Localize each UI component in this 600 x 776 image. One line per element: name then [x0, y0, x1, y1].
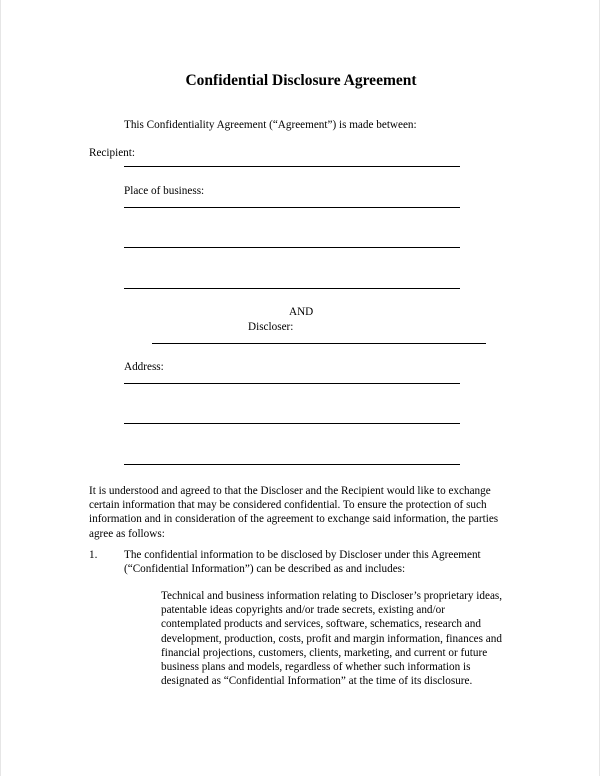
clause-1-detail-line: designated as “Confidential Information” at the time of its disclosure.	[161, 675, 473, 688]
address-line-3[interactable]	[124, 464, 460, 465]
clause-1-detail-line: patentable ideas copyrights and/or trade secrets, existing and/or	[161, 604, 445, 617]
place-of-business-line-2[interactable]	[124, 247, 460, 248]
address-label: Address:	[124, 361, 164, 373]
address-line-2[interactable]	[124, 423, 460, 424]
clause-1-detail-line: financial projections, customers, clients, marketing, and current or future	[161, 646, 488, 659]
clause-1-detail-paragraph	[161, 589, 502, 688]
discloser-label: Discloser:	[248, 321, 294, 333]
clause-1-line: (“Confidential Information”) can be described as and includes:	[124, 563, 406, 576]
document-title: Confidential Disclosure Agreement	[185, 72, 417, 89]
clause-1-line: The confidential information to be disclosed by Discloser under this Agreement	[124, 549, 481, 561]
place-of-business-label: Place of business:	[124, 185, 205, 197]
understanding-line: It is understood and agreed to that the Discloser and the Recipient would like to exchange	[89, 485, 491, 497]
intro-text: This Confidentiality Agreement (“Agreement”) is made between:	[124, 119, 417, 131]
and-label: AND	[289, 306, 314, 318]
clause-1-detail-line: development, production, costs, profit and margin information, finances and	[161, 632, 502, 645]
address-line-1[interactable]	[124, 383, 460, 384]
place-of-business-line-1[interactable]	[124, 207, 460, 208]
clause-1-detail-line: Technical and business information relating to Discloser’s proprietary ideas,	[161, 590, 503, 602]
understanding-line: information and in consideration of the agreement to exchange said information, the parties	[89, 513, 499, 526]
clause-1-number: 1.	[89, 549, 98, 561]
clause-1-text	[124, 548, 481, 576]
understanding-line: certain information that may be considered confidential. To ensure the protection of such	[89, 499, 487, 512]
recipient-label: Recipient:	[89, 147, 135, 159]
recipient-name-line[interactable]	[124, 166, 460, 167]
clause-1-detail-line: business plans and models, regardless of whether such information is	[161, 661, 471, 674]
understanding-paragraph	[89, 484, 498, 541]
place-of-business-line-3[interactable]	[124, 288, 460, 289]
discloser-name-line[interactable]	[152, 343, 486, 344]
understanding-line: agree as follows:	[89, 527, 165, 540]
clause-1-detail-line: contemplated products and services, software, schematics, research and	[161, 618, 481, 631]
